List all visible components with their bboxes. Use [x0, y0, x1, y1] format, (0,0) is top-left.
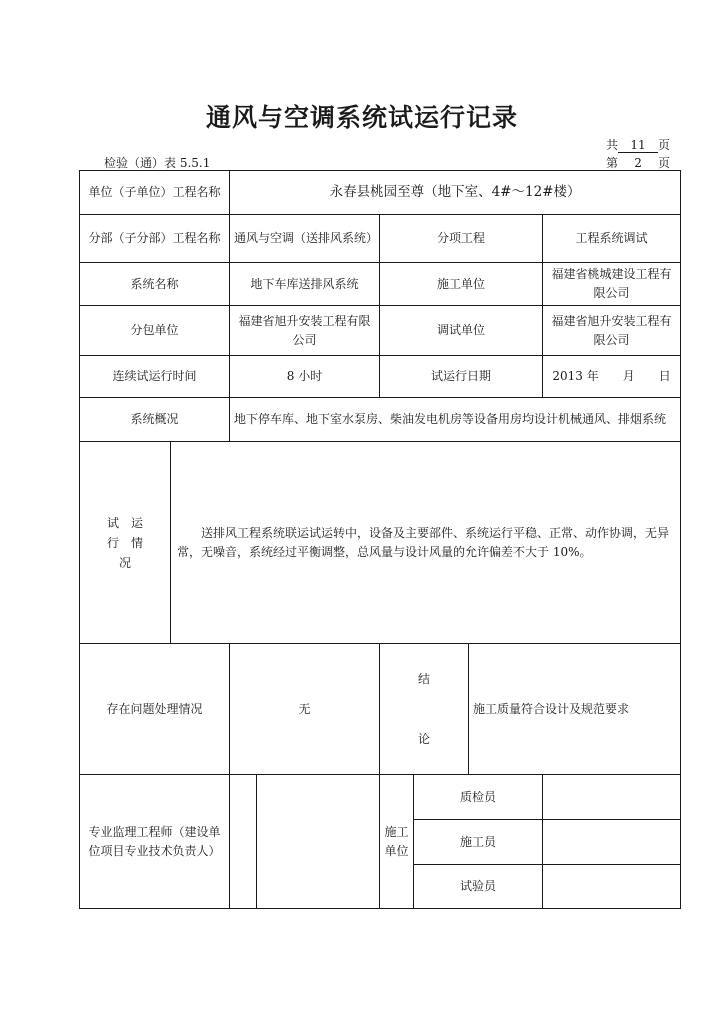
test-person-signature — [543, 865, 681, 909]
row-overview — [80, 398, 681, 442]
builder-label: 施工员 — [414, 820, 543, 865]
subproject-label: 分部（子分部）工程名称 — [80, 215, 230, 263]
issue-label: 存在问题处理情况 — [80, 644, 230, 775]
row-subproject — [80, 215, 681, 263]
item-label: 分项工程 — [380, 215, 543, 263]
run-label-char: 运 — [131, 515, 144, 530]
date-value — [543, 356, 681, 398]
total-pages-prefix: 共 — [606, 138, 619, 152]
project-value: 永春县桃园至尊（地下室、4#～12#楼） — [230, 171, 681, 215]
system-value: 地下车库送排风系统 — [230, 263, 380, 306]
page-number-suffix: 页 — [658, 156, 671, 170]
overview-value: 地下停车库、地下室水泵房、柴油发电机房等设备用房均设计机械通风、排烟系统 — [230, 398, 681, 442]
subproject-value: 通风与空调（送排风系统） — [230, 215, 380, 263]
date-label: 试运行日期 — [380, 356, 543, 398]
conclusion-value: 施工质量符合设计及规范要求 — [469, 644, 681, 775]
row-system — [80, 263, 681, 306]
contractor-value: 福建省桃城建设工程有限公司 — [543, 263, 681, 306]
total-pages — [606, 136, 670, 153]
row-run — [80, 442, 681, 644]
system-label: 系统名称 — [80, 263, 230, 306]
conclusion-label — [380, 644, 469, 775]
overview-label: 系统概况 — [80, 398, 230, 442]
subcontractor-label: 分包单位 — [80, 306, 230, 356]
item-value: 工程系统调试 — [543, 215, 681, 263]
date-year: 2013 年 — [552, 369, 599, 383]
document-title: 通风与空调系统试运行记录 — [205, 103, 518, 132]
subcontractor-value: 福建省旭升安装工程有限公司 — [230, 306, 380, 356]
project-label: 单位（子单位）工程名称 — [80, 171, 230, 215]
signature-area — [230, 775, 380, 909]
total-pages-suffix: 页 — [658, 138, 671, 152]
page-number-prefix: 第 — [606, 156, 619, 170]
row-issue — [80, 644, 681, 775]
tester-value: 福建省旭升安装工程有限公司 — [543, 306, 681, 356]
test-person-label: 试验员 — [414, 865, 543, 909]
conclusion-label-char: 论 — [418, 732, 431, 746]
row-signature-1 — [80, 775, 681, 820]
total-pages-value: 11 — [618, 138, 658, 153]
issue-value: 无 — [230, 644, 380, 775]
date-day: 日 — [658, 369, 671, 383]
row-subcontractor — [80, 306, 681, 356]
run-label-char: 行 — [106, 535, 119, 550]
tester-label: 调试单位 — [380, 306, 543, 356]
date-month: 月 — [622, 369, 635, 383]
contractor-label: 施工单位 — [380, 263, 543, 306]
inspector-signature — [543, 775, 681, 820]
run-label-char: 情 — [131, 535, 144, 550]
run-label — [80, 442, 171, 644]
page-number — [606, 154, 670, 171]
row-duration — [80, 356, 681, 398]
row-project — [80, 171, 681, 215]
construction-unit-label: 施工单位 — [380, 775, 414, 909]
conclusion-label-char: 结 — [418, 672, 431, 686]
run-value: 送排风工程系统联运试运转中，设备及主要部件、系统运行平稳、正常、动作协调，无异常，无噪音，系统经过平衡调整，总风量与设计风量的允许偏差不大于 10%。 — [171, 442, 681, 644]
duration-value: 8 小时 — [230, 356, 380, 398]
run-label-char: 况 — [118, 555, 131, 570]
builder-signature — [543, 820, 681, 865]
form-code: 检验（通）表 5.5.1 — [104, 156, 211, 170]
record-table — [79, 170, 681, 909]
page-number-value: 2 — [618, 156, 658, 171]
inspector-label: 质检员 — [414, 775, 543, 820]
supervisor-label: 专业监理工程师（建设单位项目专业技术负责人） — [80, 775, 230, 909]
duration-label: 连续试运行时间 — [80, 356, 230, 398]
run-label-char: 试 — [106, 515, 119, 530]
